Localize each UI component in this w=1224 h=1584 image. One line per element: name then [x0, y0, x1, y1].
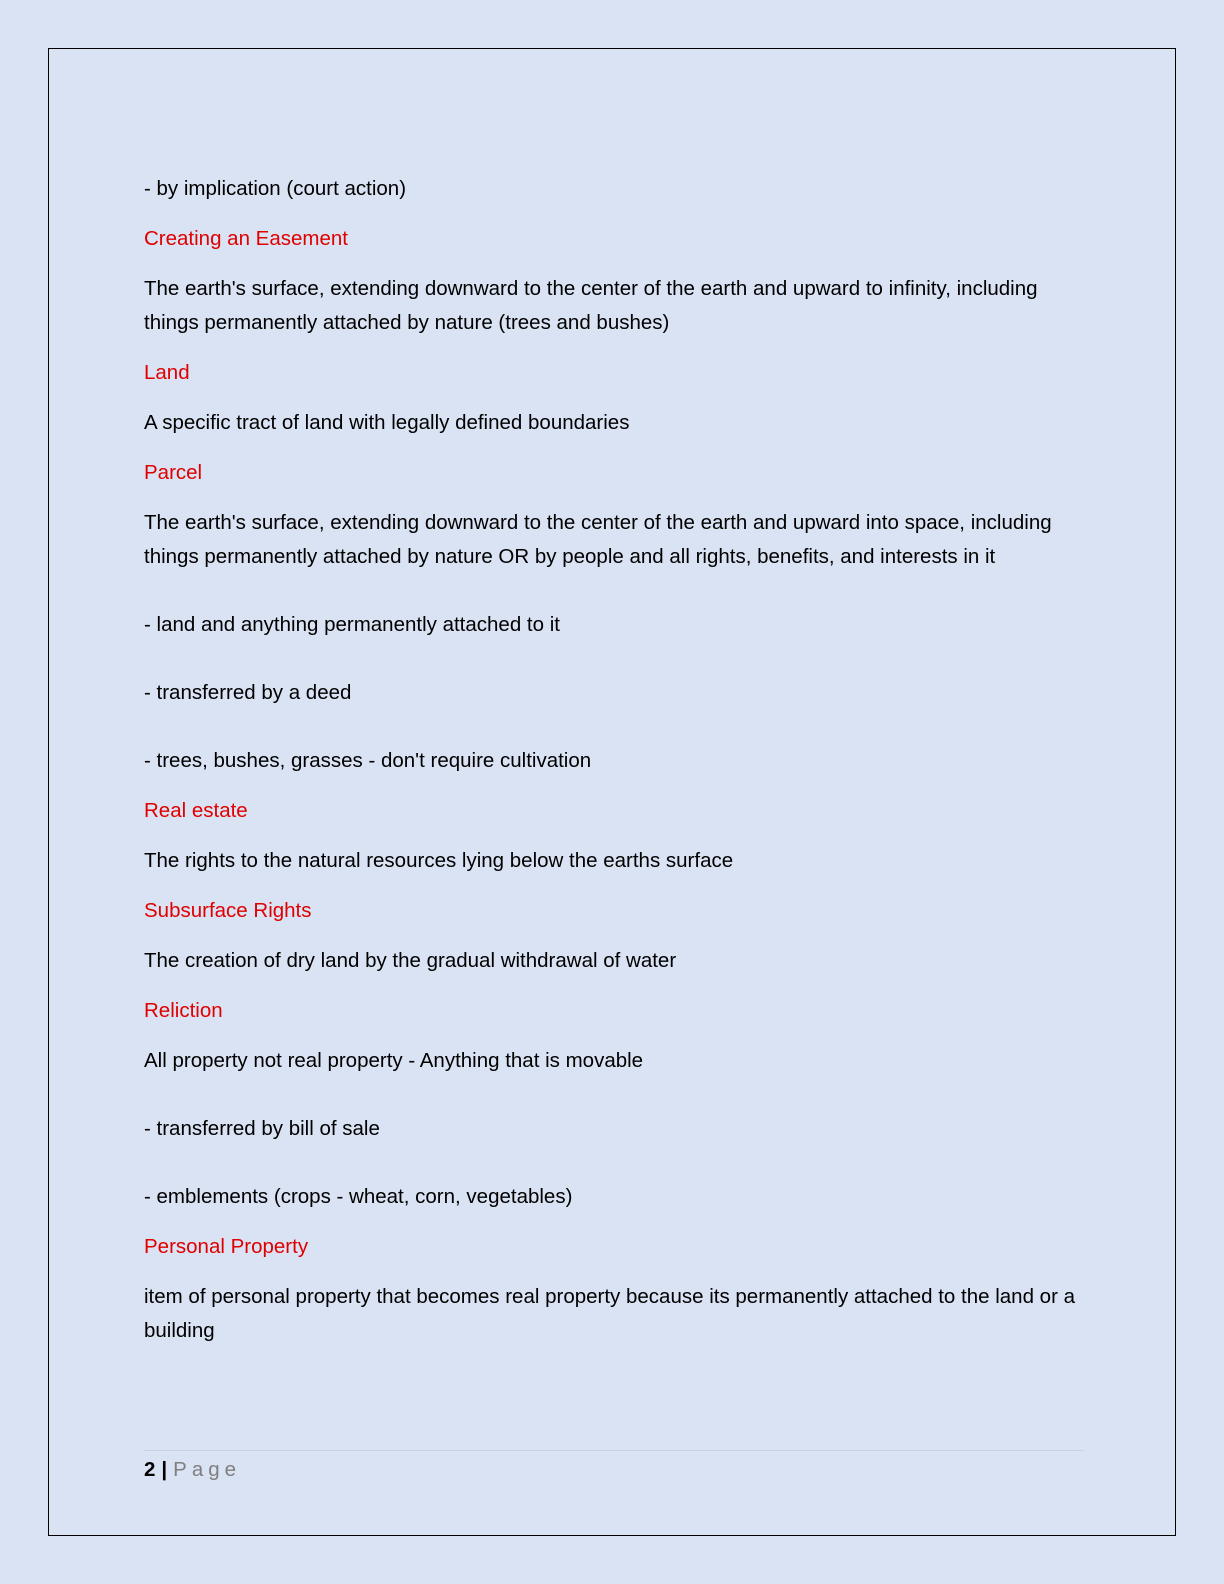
definition-text: The creation of dry land by the gradual withdrawal of water	[144, 949, 677, 972]
page-number: 2	[144, 1458, 156, 1481]
footer-divider	[144, 1450, 1084, 1451]
term-heading: Personal Property	[144, 1235, 309, 1258]
term-heading: Land	[144, 361, 190, 384]
definition-text: item of personal property that becomes real property because its permanently attached to the land or a building	[144, 1285, 1075, 1342]
body-text: - by implication (court action)	[144, 177, 407, 200]
bullet-note: - emblements (crops - wheat, corn, vegetables)	[144, 1185, 573, 1208]
term-heading: Creating an Easement	[144, 227, 348, 250]
definition-text: The earth's surface, extending downward to the center of the earth and upward to infinity, including things permanently attached by nature (trees and bushes)	[144, 277, 1038, 334]
term-heading: Parcel	[144, 461, 203, 484]
bullet-note: - trees, bushes, grasses - don't require cultivation	[144, 749, 592, 772]
bullet-note: - transferred by bill of sale	[144, 1117, 380, 1140]
page-label: Page	[173, 1458, 242, 1481]
bullet-note: - transferred by a deed	[144, 681, 352, 704]
definition-text: All property not real property - Anything that is movable	[144, 1049, 644, 1072]
document-body	[144, 172, 1084, 1364]
term-heading: Subsurface Rights	[144, 899, 312, 922]
footer-separator: |	[161, 1458, 168, 1481]
definition-text: The earth's surface, extending downward to the center of the earth and upward into space, including things permanently attached by nature OR by people and all rights, benefits, and interests in it	[144, 511, 1052, 568]
term-heading: Real estate	[144, 799, 248, 822]
term-heading: Reliction	[144, 999, 223, 1022]
definition-text: A specific tract of land with legally defined boundaries	[144, 411, 630, 434]
bullet-note: - land and anything permanently attached to it	[144, 613, 560, 636]
definition-text: The rights to the natural resources lying below the earths surface	[144, 849, 734, 872]
page-footer	[144, 1455, 241, 1485]
